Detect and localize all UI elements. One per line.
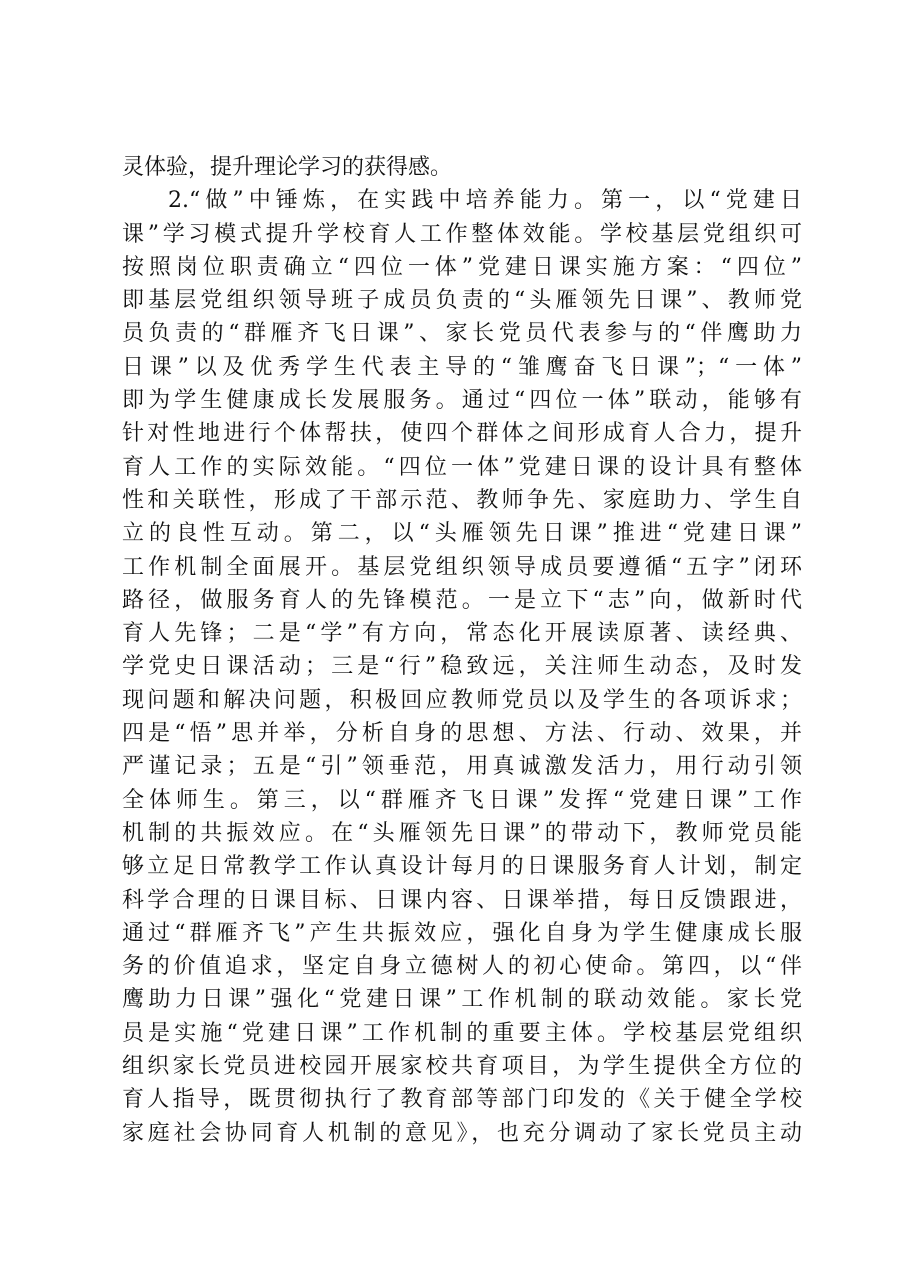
text-line: 工作机制全面展开。基层党组织领导成员要遵循“五字”闭环 (122, 554, 802, 580)
text-line: 组织家长党员进校园开展家校共育项目，为学生提供全方位的 (122, 1054, 802, 1080)
text-line: 育人先锋；二是“学”有方向，常态化开展读原著、读经典、 (122, 621, 802, 647)
text-line: 针对性地进行个体帮扶，使四个群体之间形成育人合力，提升 (122, 421, 802, 447)
text-line: 立的良性互动。第二，以“头雁领先日课”推进“党建日课” (122, 521, 802, 547)
text-line: 全体师生。第三，以“群雁齐飞日课”发挥“党建日课”工作 (122, 787, 802, 813)
text-line: 日课”以及优秀学生代表主导的“雏鹰奋飞日课”；“一体” (122, 354, 802, 380)
text-line: 即基层党组织领导班子成员负责的“头雁领先日课”、教师党 (122, 288, 802, 314)
body-text (122, 151, 802, 1150)
text-line: 课”学习模式提升学校育人工作整体效能。学校基层党组织可 (122, 221, 802, 247)
text-line: 四是“悟”思并举，分析自身的思想、方法、行动、效果，并 (122, 721, 802, 747)
text-line: 够立足日常教学工作认真设计每月的日课服务育人计划，制定 (122, 854, 802, 880)
text-line: 路径，做服务育人的先锋模范。一是立下“志”向，做新时代 (122, 587, 802, 613)
text-line: 员负责的“群雁齐飞日课”、家长党员代表参与的“伴鹰助力 (122, 321, 802, 347)
text-line: 2.“做”中锤炼，在实践中培养能力。第一，以“党建日 (168, 188, 802, 214)
text-line: 员是实施“党建日课”工作机制的重要主体。学校基层党组织 (122, 1020, 802, 1046)
text-line: 现问题和解决问题，积极回应教师党员以及学生的各项诉求； (122, 687, 802, 713)
text-line: 学党史日课活动；三是“行”稳致远，关注师生动态，及时发 (122, 654, 802, 680)
text-line: 按照岗位职责确立“四位一体”党建日课实施方案：“四位” (122, 254, 802, 280)
text-line: 性和关联性，形成了干部示范、教师争先、家庭助力、学生自 (122, 487, 802, 513)
text-line: 灵体验，提升理论学习的获得感。 (122, 155, 453, 180)
text-line: 育人工作的实际效能。“四位一体”党建日课的设计具有整体 (122, 454, 802, 480)
text-line: 即为学生健康成长发展服务。通过“四位一体”联动，能够有 (122, 388, 802, 414)
text-line: 务的价值追求，坚定自身立德树人的初心使命。第四，以“伴 (122, 954, 802, 980)
text-line: 鹰助力日课”强化“党建日课”工作机制的联动效能。家长党 (122, 987, 802, 1013)
text-line: 家庭社会协同育人机制的意见》，也充分调动了家长党员主动 (122, 1120, 802, 1146)
text-line: 通过“群雁齐飞”产生共振效应，强化自身为学生健康成长服 (122, 920, 802, 946)
text-line: 严谨记录；五是“引”领垂范，用真诚激发活力，用行动引领 (122, 754, 802, 780)
text-line: 机制的共振效应。在“头雁领先日课”的带动下，教师党员能 (122, 820, 802, 846)
text-line: 科学合理的日课目标、日课内容、日课举措，每日反馈跟进， (122, 887, 802, 913)
text-line: 育人指导，既贯彻执行了教育部等部门印发的《关于健全学校 (122, 1087, 802, 1113)
